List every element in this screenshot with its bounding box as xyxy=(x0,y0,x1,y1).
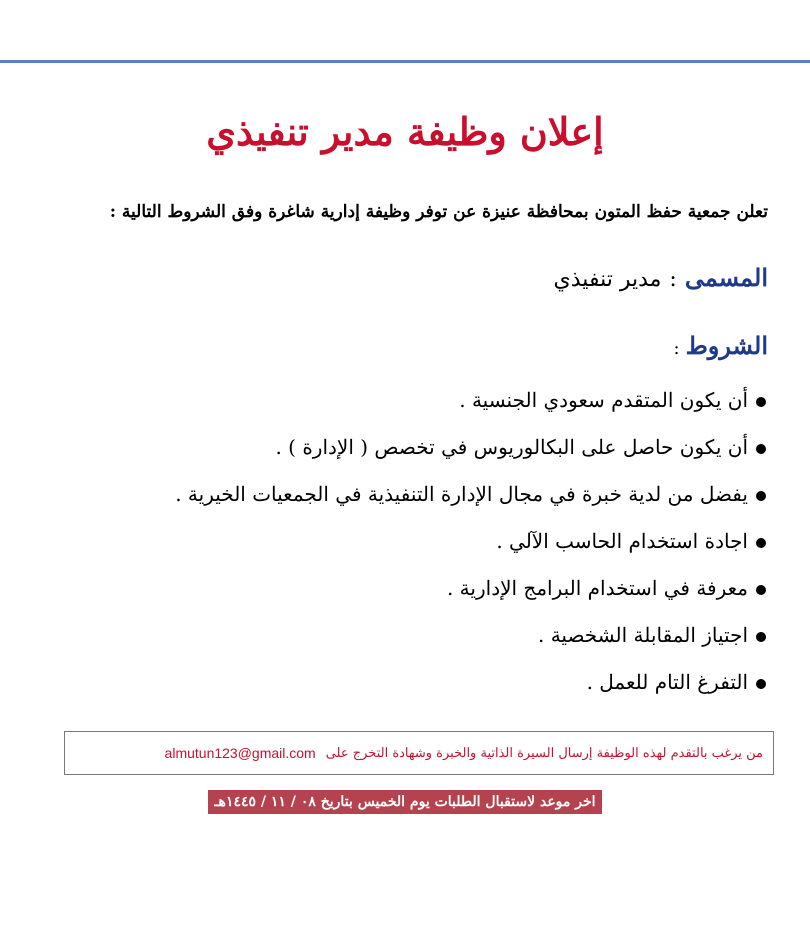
condition-text: أن يكون حاصل على البكالوريوس في تخصص ( الإدارة ) . xyxy=(275,435,748,459)
bullet-icon xyxy=(756,632,766,642)
job-title-colon: : xyxy=(669,267,677,292)
bullet-icon xyxy=(756,585,766,595)
page-title: إعلان وظيفة مدير تنفيذي xyxy=(206,109,604,154)
job-title-row xyxy=(68,256,768,302)
condition-text: أن يكون المتقدم سعودي الجنسية . xyxy=(459,388,748,412)
bullet-icon xyxy=(756,397,766,407)
bullet-icon xyxy=(756,444,766,454)
condition-text: التفرغ التام للعمل . xyxy=(586,670,748,694)
application-note-text: من يرغب بالتقدم لهذه الوظيفة إرسال السيرة الذاتية والخبرة وشهادة التخرج على xyxy=(325,745,763,761)
bullet-icon xyxy=(756,491,766,501)
deadline-banner: اخر موعد لاستقبال الطلبات يوم الخميس بتاريخ ٠٨ / ١١ / ١٤٤٥هـ xyxy=(208,790,601,814)
conditions-header xyxy=(68,324,768,371)
conditions-list xyxy=(46,378,766,707)
condition-item xyxy=(46,425,766,472)
bullet-icon xyxy=(756,679,766,689)
header-rule xyxy=(0,60,810,63)
conditions-colon: : xyxy=(673,338,680,359)
bullet-icon xyxy=(756,538,766,548)
condition-item xyxy=(46,660,766,707)
condition-item xyxy=(46,613,766,660)
contact-email[interactable]: almutun123@gmail.com xyxy=(164,745,316,761)
job-title-label: المسمى xyxy=(684,263,768,292)
deadline-row xyxy=(0,790,810,814)
application-note-box xyxy=(64,731,774,775)
condition-text: اجتياز المقابلة الشخصية . xyxy=(537,623,748,647)
condition-item xyxy=(46,566,766,613)
conditions-label: الشروط xyxy=(685,331,768,360)
condition-item xyxy=(46,519,766,566)
condition-item xyxy=(46,378,766,425)
condition-text: يفضل من لدية خبرة في مجال الإدارة التنفيذية في الجمعيات الخيرية . xyxy=(175,482,748,506)
condition-text: اجادة استخدام الحاسب الآلي . xyxy=(496,529,748,553)
intro-paragraph: تعلن جمعية حفظ المتون بمحافظة عنيزة عن توفر وظيفة إدارية شاغرة وفق الشروط التالية : xyxy=(109,202,768,222)
job-title-value: مدير تنفيذي xyxy=(553,267,662,292)
condition-item xyxy=(46,472,766,519)
condition-text: معرفة في استخدام البرامج الإدارية . xyxy=(446,576,748,600)
